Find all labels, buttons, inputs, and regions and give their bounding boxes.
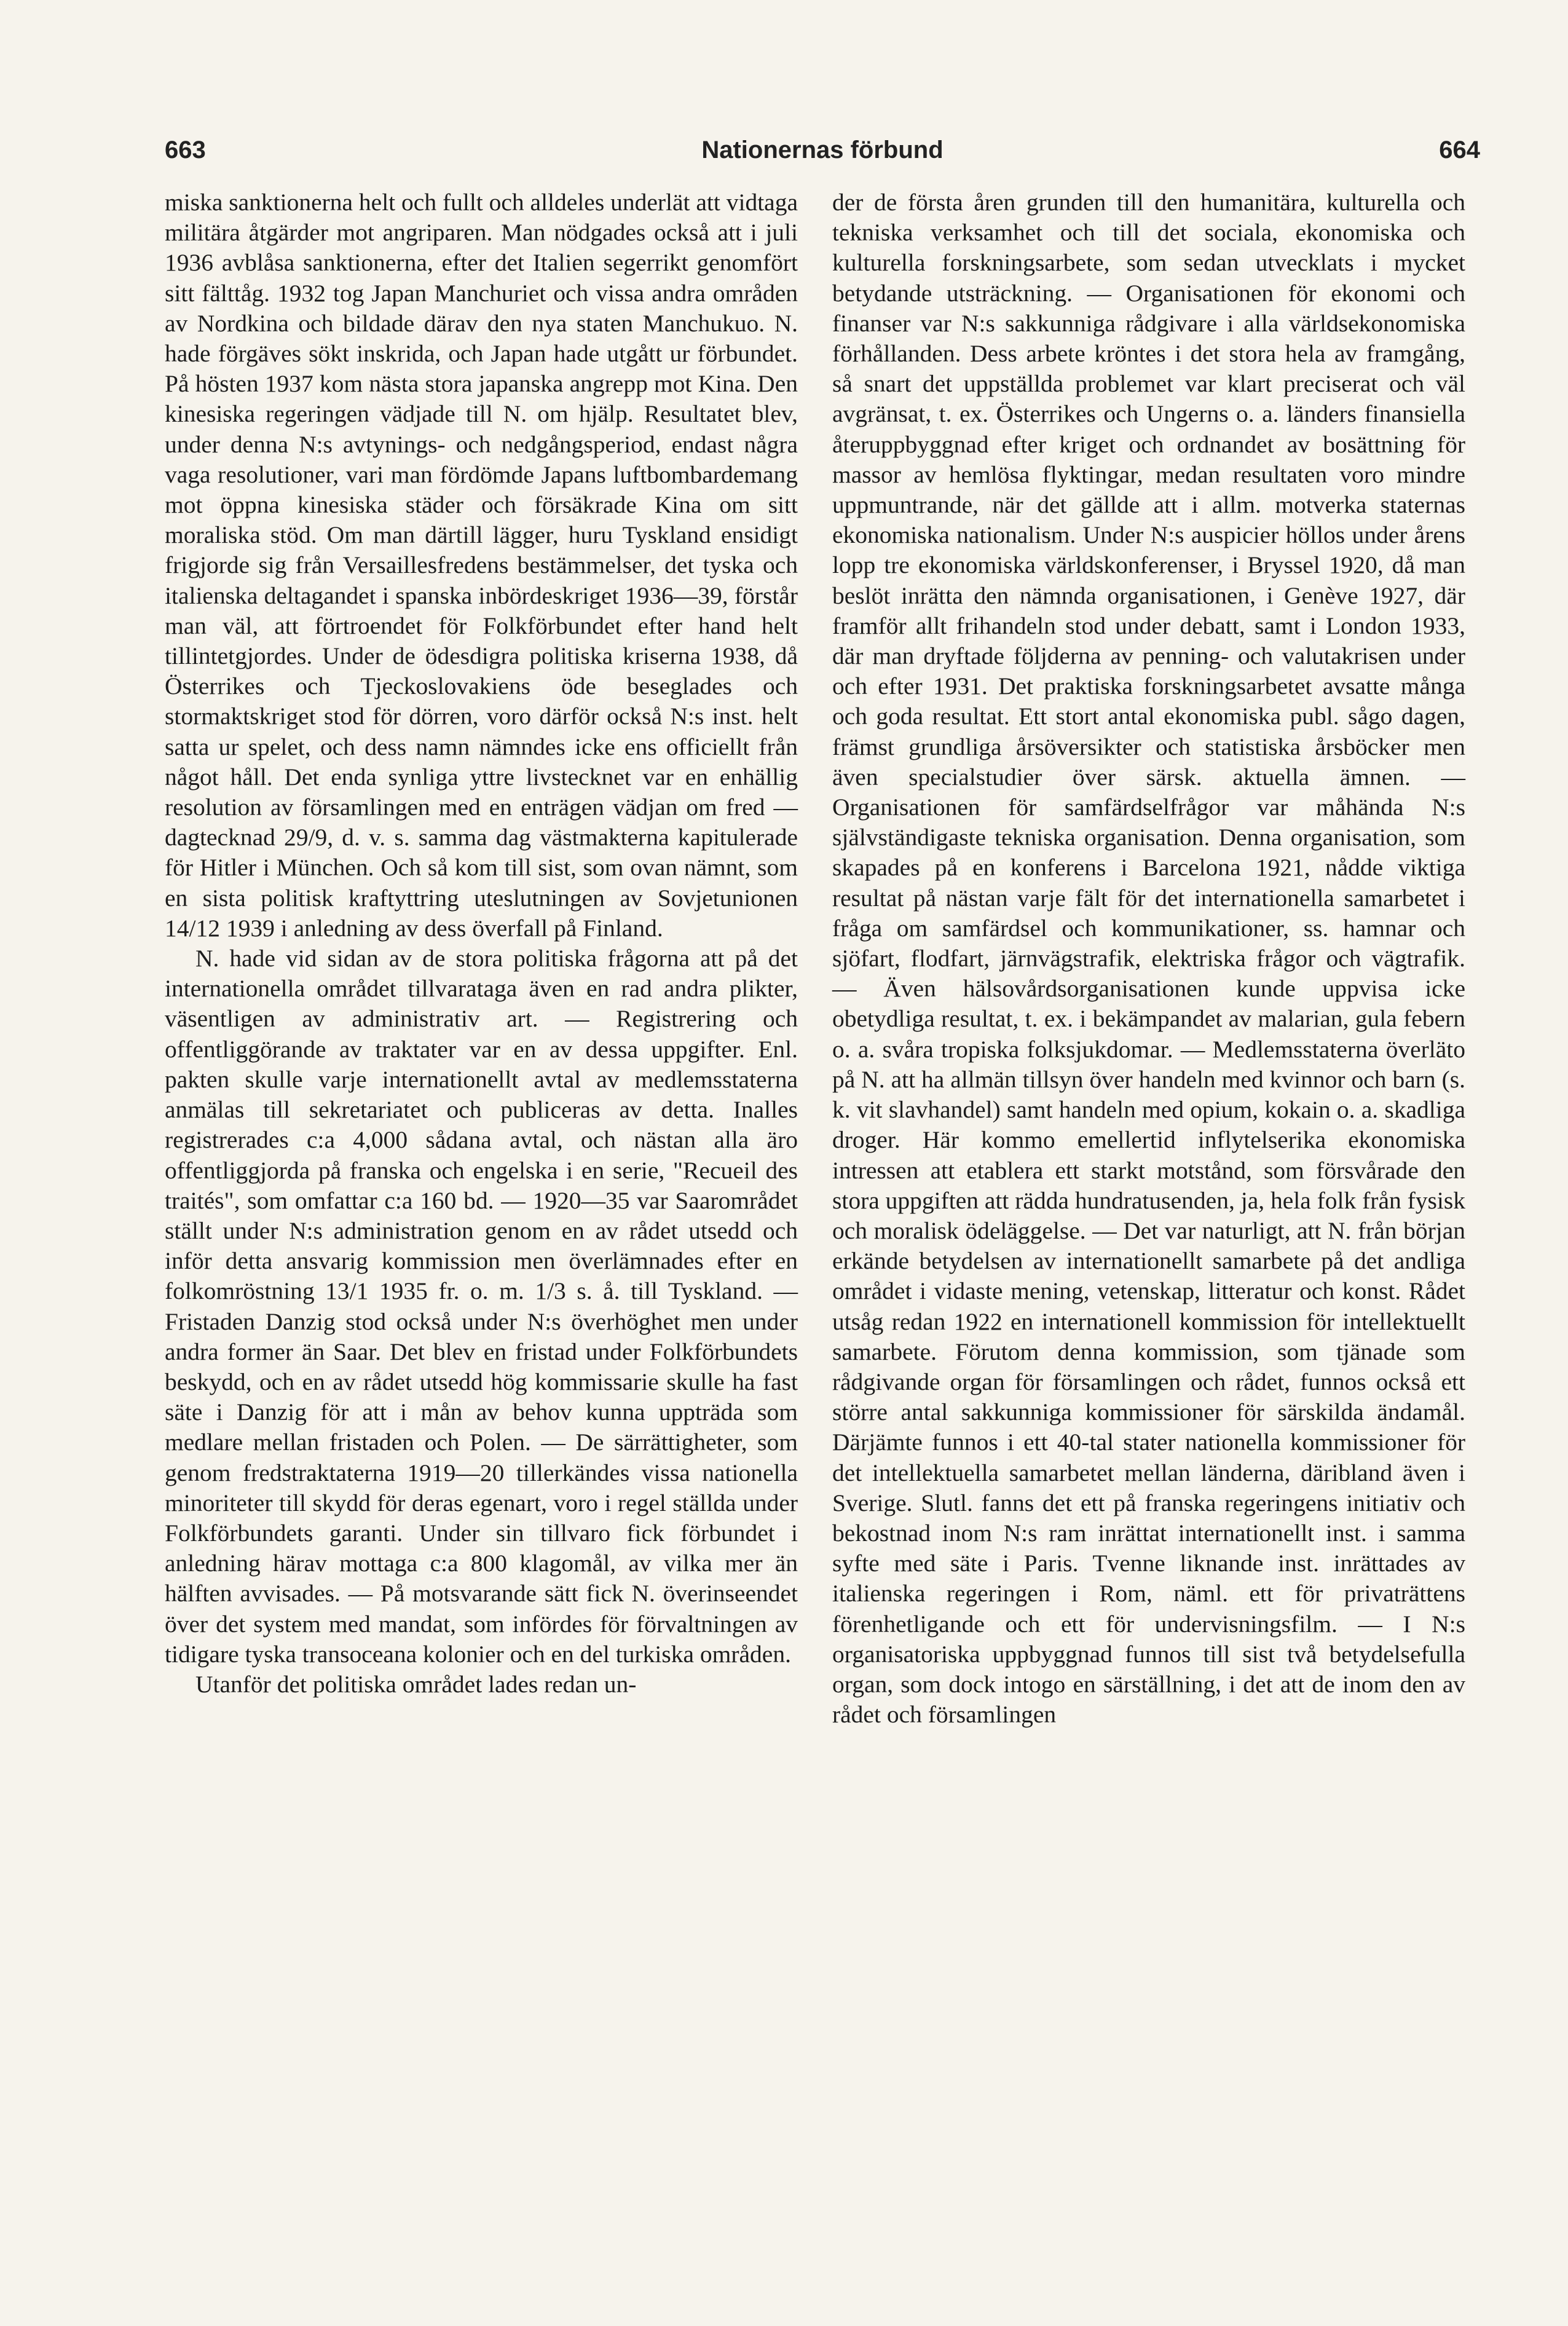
- paragraph: N. hade vid sidan av de stora politiska frågorna att på det internationella området tillvaratagа även en rad andra plikter, väsentligen av administrativ art. — Registrering och offentliggörande av traktater var en av dessa uppgifter. Enl. pakten skulle varje internationellt avtal av medlemsstaterna anmälas till sekretariatet och publiceras av detta. Inalles registrerades c:a 4,000 sådana avtal, och nästan alla äro offentliggjorda på franska och engelska i en serie, "Recueil des traités", som omfattar c:a 160 bd. — 1920—35 var Saarområdet ställt under N:s administration genom en av rådet utsedd och inför detta ansvarig kommission men överlämnades efter en folkomröstning 13/1 1935 fr. o. m. 1/3 s. å. till Tyskland. — Fristaden Danzig stod också under N:s överhöghet men under andra former än Saar. Det blev en fristad under Folkförbundets beskydd, och en av rådet utsedd hög kommissarie skulle ha fast säte i Danzig för att i mån av behov kunna uppträda som medlare mellan fristaden och Polen. — De särrättigheter, som genom fredstraktaterna 1919—20 tillerkändes vissa nationella minoriteter till skydd för deras egenart, voro i regel ställda under Folkförbundets garanti. Under sin tillvaro fick förbundet i anledning härav mottaga c:a 800 klagomål, av vilka mer än hälften avvisades. — På motsvarande sätt fick N. överinseendet över det system med mandat, som infördes för förvaltningen av tidigare tyska transoceana kolonier och en del turkiska områden.: [165, 945, 798, 1668]
- page-number-right: 664: [1439, 136, 1480, 164]
- paragraph: miska sanktionerna helt och fullt och alldeles underlät att vidtaga militära åtgärder mot angriparen. Man nödgades också att i juli 1936 avblåsa sanktionerna, efter det Italien segerrikt genomfört sitt fälttåg. 1932 tog Japan Manchuriet och vissa andra områden av Nordkina och bildade därav den nya staten Manchukuo. N. hade förgäves sökt inskrida, och Japan hade utgått ur förbundet. På hösten 1937 kom nästa stora japanska angrepp mot Kina. Den kinesiska regeringen vädjade till N. om hjälp. Resultatet blev, under denna N:s avtynings- och nedgångsperiod, endast några vaga resolutioner, vari man fördömde Japans luftbombardemang mot öppna kinesiska städer och försäkrade Kina om sitt moraliska stöd. Om man därtill lägger, huru Tyskland ensidigt frigjorde sig från Versaillesfredens bestämmelser, det tyska och italienska deltagandet i spanska inbördeskriget 1936—39, förstår man väl, att förtroendet för Folkförbundet efter hand helt tillintetgjordes. Under de ödesdigra politiska kriserna 1938, då Österrikes och Tjeckoslovakiens öde beseglades och stormaktskriget stod för dörren, voro därför också N:s inst. helt satta ur spelet, och dess namn nämndes icke ens officiellt från något håll. Det enda synliga yttre livstecknet var en enhällig resolution av församlingen med en enträgen vädjan om fred — dagtecknad 29/9, d. v. s. samma dag västmakterna kapitulerade för Hitler i München. Och så kom till sist, som ovan nämnt, som en sista politisk kraftyttring uteslutningen av Sovjetunionen 14/12 1939 i anledning av dess överfall på Finland.: [165, 189, 798, 942]
- text-column-right: [832, 187, 1465, 1730]
- text-column-left: [165, 187, 798, 1700]
- page-number-left: 663: [165, 136, 206, 164]
- paragraph: der de första åren grunden till den humanitära, kulturella och tekniska verksamhet och till det sociala, ekonomiska och kulturella forskningsarbete, som sedan utvecklats i mycket betydande utsträckning. — Organisationen för ekonomi och finanser var N:s sakkunniga rådgivare i alla världsekonomiska förhållanden. Dess arbete kröntes i det stora hela av framgång, så snart det uppställda problemet var klart preciserat och väl avgränsat, t. ex. Österrikes och Ungerns o. a. länders finansiella återuppbyggnad efter kriget och ordnandet av bosättning för massor av hemlösa flyktingar, medan resultaten voro mindre uppmuntrande, när det gällde att i allm. motverka staternas ekonomiska nationalism. Under N:s auspicier höllos under årens lopp tre ekonomiska världskonferenser, i Bryssel 1920, då man beslöt inrätta den nämnda organisationen, i Genève 1927, där framför allt frihandeln stod under debatt, samt i London 1933, där man dryftade följderna av penning- och valutakrisen under och efter 1931. Det praktiska forskningsarbetet avsatte många och goda resultat. Ett stort antal ekonomiska publ. sågo dagen, främst grundliga årsöversikter och statistiska årsböcker men även specialstudier över särsk. aktuella ämnen. — Organisationen för samfärdselfrågor var måhända N:s självständigaste tekniska organisation. Denna organisation, som skapades på en konferens i Barcelona 1921, nådde viktiga resultat på nästan varje fält för det internationella samarbetet i fråga om samfärdsel och kommunikationer, ss. hamnar och sjöfart, flodfart, järnvägstrafik, elektriska frågor och vägtrafik. — Även hälsovårdsorganisationen kunde uppvisa icke obetydliga resultat, t. ex. i bekämpandet av malarian, gula febern o. a. svåra tropiska folksjukdomar. — Medlemsstaterna överläto på N. att ha allmän tillsyn över handeln med kvinnor och barn (s. k. vit slavhandel) samt handeln med opium, kokain o. a. skadliga droger. Här kommo emellertid inflytelserika ekonomiska intressen att etablera ett starkt motstånd, som försvårade den stora uppgiften att rädda hundratusenden, ja, hela folk från fysisk och moralisk ödeläggelse. — Det var naturligt, att N. från början erkände betydelsen av internationellt samarbete på det andliga området i vidaste mening, vetenskap, litteratur och konst. Rådet utsåg redan 1922 en internationell kommission för intellektuellt samarbete. Förutom denna kommission, som tjänade som rådgivande organ för församlingen och rådet, funnos också ett större antal sakkunniga kommissioner för särskilda ändamål. Därjämte funnos i ett 40-tal stater nationella kommissioner för det intellektuella samarbetet mellan länderna, däribland även i Sverige. Slutl. fanns det ett på franska regeringens initiativ och bekostnad inom N:s ram inrättat internationellt inst. i samma syfte med säte i Paris. Tvenne liknande inst. inrättades av italienska regeringen i Rom, näml. ett för privaträttens förenhetligande och ett för undervisningsfilm. — I N:s organisatoriska uppbyggnad funnos till sist två betydelsefulla organ, som dock intogo en särställning, i det att de inom den av rådet och församlingen: [832, 189, 1465, 1729]
- running-title: Nationernas förbund: [701, 136, 944, 164]
- page-header: [165, 136, 1480, 173]
- paragraph: Utanför det politiska området lades redan un-: [195, 1670, 637, 1698]
